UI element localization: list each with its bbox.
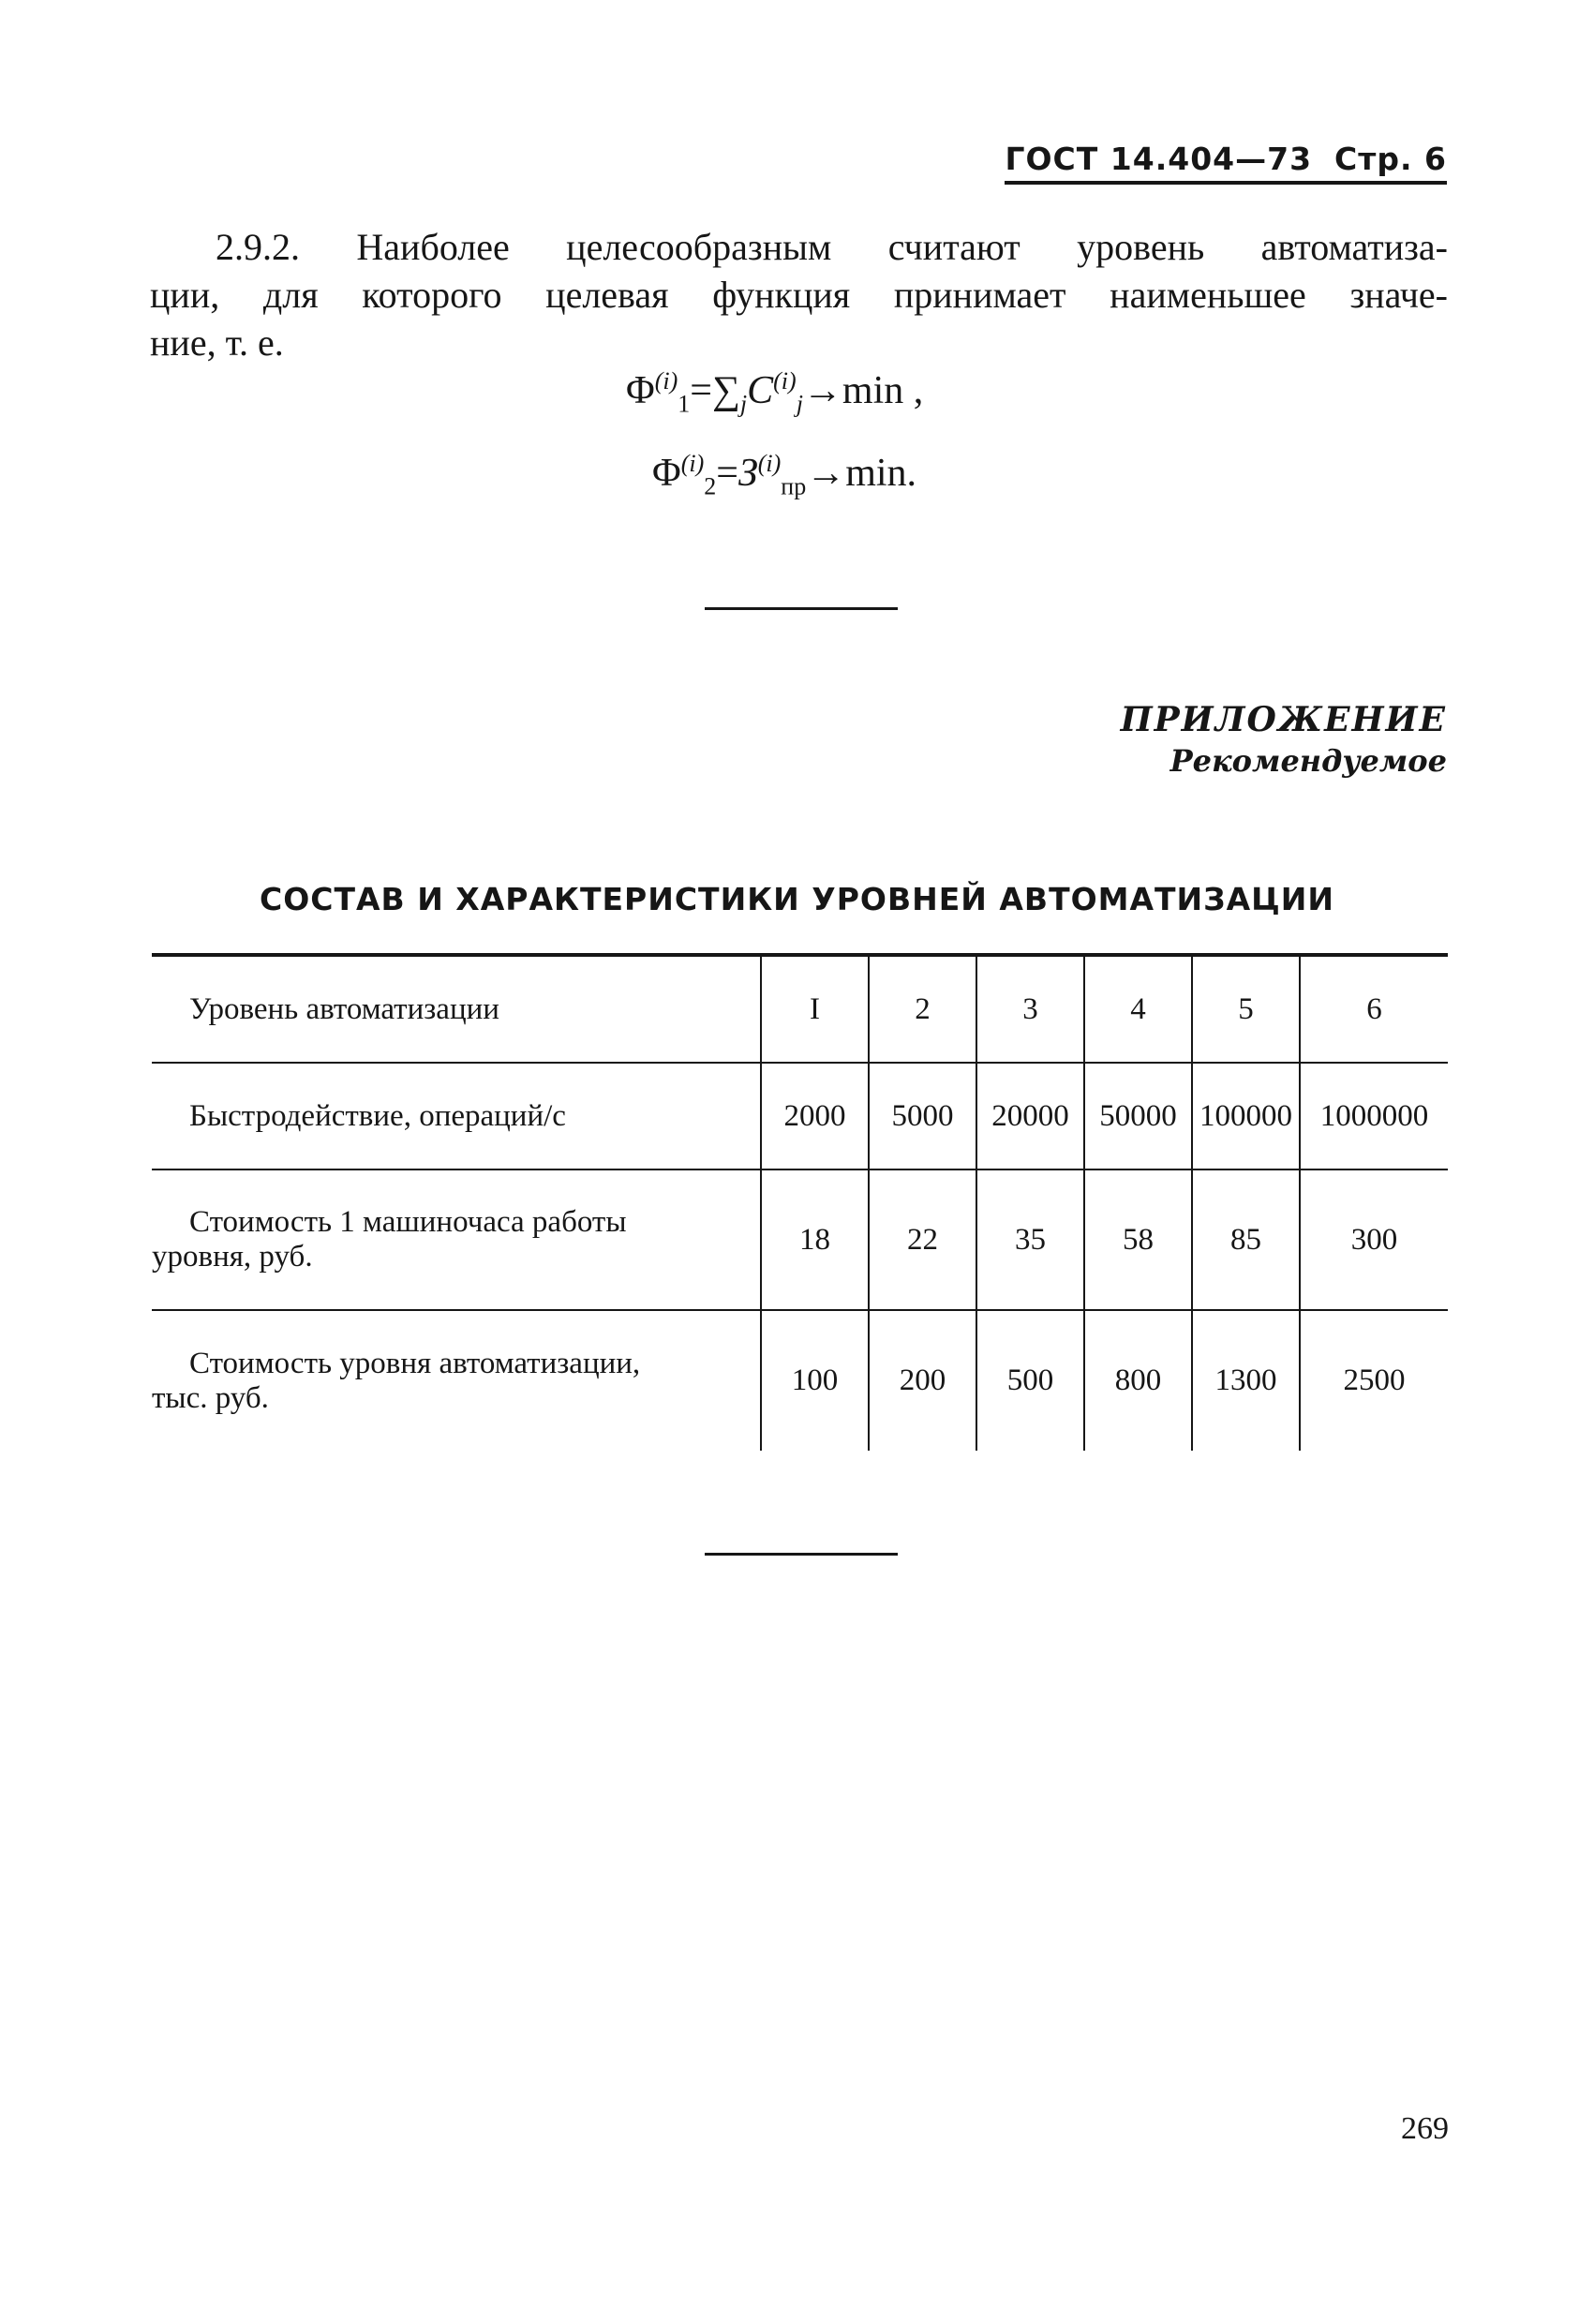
table-cell: 22	[869, 1169, 976, 1310]
formula-phi-1	[626, 367, 923, 418]
table-cell: 300	[1300, 1169, 1448, 1310]
formula-sup: (i)	[654, 367, 678, 395]
appendix-title: ПРИЛОЖЕНИЕ	[1120, 700, 1447, 739]
formula-sub: пр	[781, 472, 807, 500]
formula-sub: 1	[678, 390, 691, 418]
level-cell: 3	[976, 955, 1084, 1063]
separator-rule	[705, 1553, 898, 1556]
table-cell: 85	[1192, 1169, 1300, 1310]
table-header-label: Уровень автоматизации	[152, 955, 761, 1063]
page-label: Стр. 6	[1334, 141, 1447, 177]
formula-lhs: Φ	[626, 369, 655, 412]
paragraph-line: ние, т. е.	[150, 321, 284, 364]
table-cell: 100000	[1192, 1063, 1300, 1169]
table-cell: 800	[1084, 1310, 1192, 1451]
page-header	[1005, 141, 1447, 185]
table-cell: 20000	[976, 1063, 1084, 1169]
table-cell: 500	[976, 1310, 1084, 1451]
row-label-line: Стоимость уровня автоматизации,	[189, 1346, 641, 1380]
sum-symbol: ∑	[711, 369, 740, 412]
table-cell: 2000	[761, 1063, 869, 1169]
row-label	[152, 1169, 761, 1310]
formula-equals: =	[716, 452, 738, 495]
paragraph-line: ции, для которого целевая функция принимает наименьшее значе-	[150, 274, 1448, 316]
formula-sub: j	[739, 390, 748, 418]
formula-equals: =	[690, 369, 712, 412]
automation-levels-table	[152, 953, 1448, 1451]
table-cell: 5000	[869, 1063, 976, 1169]
page-number: 269	[1401, 2111, 1449, 2146]
table-cell: 35	[976, 1169, 1084, 1310]
formula-sub: j	[796, 390, 803, 418]
formula-sup: (i)	[757, 450, 782, 477]
row-label-line: Стоимость 1 машиночаса работы	[189, 1205, 627, 1239]
table-cell: 100	[761, 1310, 869, 1451]
paragraph-2-9-2	[150, 223, 1448, 366]
table-cell: 200	[869, 1310, 976, 1451]
formula-min: →min ,	[802, 369, 924, 412]
level-cell: 4	[1084, 955, 1192, 1063]
table-row	[152, 1310, 1448, 1451]
formula-term: C	[747, 369, 774, 412]
table-row	[152, 1063, 1448, 1169]
row-label	[152, 1310, 761, 1451]
formula-sup: (i)	[773, 367, 797, 395]
separator-rule	[705, 607, 898, 610]
row-label: Быстродействие, операций/с	[152, 1063, 761, 1169]
appendix-subtitle: Рекомендуемое	[1169, 743, 1447, 779]
appendix-heading	[1121, 699, 1447, 782]
formula-sub: 2	[704, 472, 717, 500]
table-cell: 58	[1084, 1169, 1192, 1310]
table-title: СОСТАВ И ХАРАКТЕРИСТИКИ УРОВНЕЙ АВТОМАТИЗАЦИИ	[260, 881, 1334, 917]
table-cell: 1000000	[1300, 1063, 1448, 1169]
level-cell: I	[761, 955, 869, 1063]
level-cell: 5	[1192, 955, 1300, 1063]
table-header-row	[152, 955, 1448, 1063]
formula-lhs: Φ	[652, 452, 681, 495]
table-cell: 50000	[1084, 1063, 1192, 1169]
formula-min: →min.	[806, 452, 917, 495]
table-cell: 18	[761, 1169, 869, 1310]
table-row	[152, 1169, 1448, 1310]
level-cell: 2	[869, 955, 976, 1063]
standard-number: ГОСТ 14.404—73	[1005, 141, 1313, 177]
paragraph-line: 2.9.2. Наиболее целесообразным считают уровень автоматиза-	[216, 226, 1448, 268]
formula-term: З	[737, 452, 758, 495]
row-label-line: уровня, руб.	[152, 1240, 313, 1274]
formula-phi-2	[652, 450, 916, 500]
level-cell: 6	[1300, 955, 1448, 1063]
table-cell: 2500	[1300, 1310, 1448, 1451]
formula-sup: (i)	[680, 450, 705, 477]
row-label-line: тыс. руб.	[152, 1380, 269, 1415]
table-cell: 1300	[1192, 1310, 1300, 1451]
